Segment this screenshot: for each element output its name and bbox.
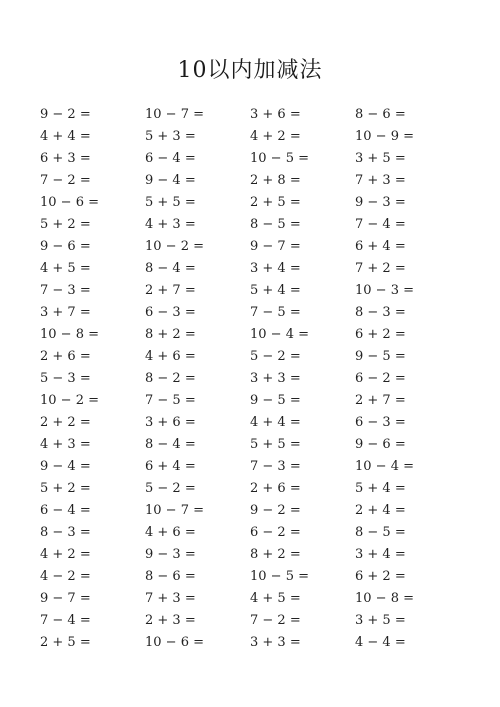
math-problem: 7 − 2 = bbox=[250, 613, 301, 628]
problem-row bbox=[40, 522, 480, 544]
problem-row bbox=[40, 368, 480, 390]
math-problem: 3 + 5 = bbox=[355, 613, 406, 628]
problem-row bbox=[40, 280, 480, 302]
math-problem: 9 − 3 = bbox=[145, 547, 196, 562]
math-problem: 10 − 7 = bbox=[145, 107, 204, 122]
problem-row bbox=[40, 236, 480, 258]
math-problem: 10 − 2 = bbox=[40, 393, 99, 408]
math-problem: 4 + 2 = bbox=[40, 547, 91, 562]
math-problem: 8 + 2 = bbox=[250, 547, 301, 562]
problem-row bbox=[40, 478, 480, 500]
math-problem: 9 − 2 = bbox=[250, 503, 301, 518]
math-problem: 5 − 2 = bbox=[250, 349, 301, 364]
math-problem: 10 − 5 = bbox=[250, 151, 309, 166]
math-problem: 3 + 7 = bbox=[40, 305, 91, 320]
math-problem: 5 − 2 = bbox=[145, 481, 196, 496]
math-problem: 3 + 3 = bbox=[250, 635, 301, 650]
math-problem: 3 + 5 = bbox=[355, 151, 406, 166]
math-problem: 7 − 4 = bbox=[40, 613, 91, 628]
math-problem: 2 + 2 = bbox=[40, 415, 91, 430]
math-problem: 6 − 2 = bbox=[250, 525, 301, 540]
math-problem: 6 + 4 = bbox=[145, 459, 196, 474]
math-problem: 10 − 8 = bbox=[355, 591, 414, 606]
math-problem: 8 − 5 = bbox=[355, 525, 406, 540]
problem-row bbox=[40, 214, 480, 236]
math-problem: 6 + 2 = bbox=[355, 327, 406, 342]
math-problem: 10 − 6 = bbox=[40, 195, 99, 210]
problem-row bbox=[40, 500, 480, 522]
math-problem: 2 + 8 = bbox=[250, 173, 301, 188]
math-problem: 6 − 4 = bbox=[40, 503, 91, 518]
math-problem: 5 − 3 = bbox=[40, 371, 91, 386]
math-problem: 9 − 6 = bbox=[355, 437, 406, 452]
math-problem: 4 − 2 = bbox=[40, 569, 91, 584]
math-problem: 2 + 7 = bbox=[145, 283, 196, 298]
problem-row bbox=[40, 170, 480, 192]
math-problem: 9 − 7 = bbox=[40, 591, 91, 606]
math-problem: 7 + 3 = bbox=[355, 173, 406, 188]
math-problem: 10 − 3 = bbox=[355, 283, 414, 298]
math-problem: 7 + 3 = bbox=[145, 591, 196, 606]
problem-row bbox=[40, 456, 480, 478]
math-problem: 6 − 3 = bbox=[145, 305, 196, 320]
math-problem: 5 + 2 = bbox=[40, 481, 91, 496]
math-problem: 9 − 2 = bbox=[40, 107, 91, 122]
math-problem: 8 − 6 = bbox=[145, 569, 196, 584]
math-problem: 2 + 4 = bbox=[355, 503, 406, 518]
math-problem: 9 − 7 = bbox=[250, 239, 301, 254]
problem-row bbox=[40, 610, 480, 632]
math-problem: 8 − 5 = bbox=[250, 217, 301, 232]
problem-row bbox=[40, 588, 480, 610]
math-problem: 6 − 4 = bbox=[145, 151, 196, 166]
math-problem: 2 + 5 = bbox=[40, 635, 91, 650]
math-problem: 10 − 8 = bbox=[40, 327, 99, 342]
math-problem: 4 + 6 = bbox=[145, 525, 196, 540]
math-problem: 8 − 2 = bbox=[145, 371, 196, 386]
math-problem: 10 − 6 = bbox=[145, 635, 204, 650]
problem-row bbox=[40, 148, 480, 170]
math-problem: 6 + 2 = bbox=[355, 569, 406, 584]
math-problem: 2 + 5 = bbox=[250, 195, 301, 210]
math-problem: 6 − 2 = bbox=[355, 371, 406, 386]
math-problem: 4 + 3 = bbox=[40, 437, 91, 452]
math-problem: 9 − 4 = bbox=[145, 173, 196, 188]
problem-row bbox=[40, 324, 480, 346]
math-problem: 8 − 3 = bbox=[40, 525, 91, 540]
math-problem: 5 + 5 = bbox=[250, 437, 301, 452]
math-problem: 5 + 2 = bbox=[40, 217, 91, 232]
problem-row bbox=[40, 126, 480, 148]
math-problem: 3 + 4 = bbox=[355, 547, 406, 562]
math-problem: 4 + 3 = bbox=[145, 217, 196, 232]
problem-row bbox=[40, 412, 480, 434]
problem-row bbox=[40, 544, 480, 566]
problem-row bbox=[40, 258, 480, 280]
math-problem: 2 + 7 = bbox=[355, 393, 406, 408]
math-problem: 8 + 2 = bbox=[145, 327, 196, 342]
math-problem: 3 + 3 = bbox=[250, 371, 301, 386]
worksheet-title: 10以内加减法 bbox=[177, 58, 323, 83]
math-problem: 7 − 3 = bbox=[40, 283, 91, 298]
math-problem: 5 + 4 = bbox=[250, 283, 301, 298]
math-problem: 9 − 5 = bbox=[250, 393, 301, 408]
math-problem: 10 − 9 = bbox=[355, 129, 414, 144]
math-problem: 4 + 6 = bbox=[145, 349, 196, 364]
math-problem: 5 + 3 = bbox=[145, 129, 196, 144]
problem-row bbox=[40, 104, 480, 126]
math-problem: 7 − 5 = bbox=[145, 393, 196, 408]
problem-row bbox=[40, 192, 480, 214]
math-problem: 3 + 6 = bbox=[145, 415, 196, 430]
problem-row bbox=[40, 566, 480, 588]
math-problem: 10 − 5 = bbox=[250, 569, 309, 584]
math-problem: 10 − 4 = bbox=[355, 459, 414, 474]
math-problem: 4 − 4 = bbox=[355, 635, 406, 650]
math-problem: 5 + 5 = bbox=[145, 195, 196, 210]
problem-row bbox=[40, 434, 480, 456]
math-problem: 7 − 4 = bbox=[355, 217, 406, 232]
math-problem: 4 + 5 = bbox=[40, 261, 91, 276]
math-problem: 8 − 6 = bbox=[355, 107, 406, 122]
math-problem: 8 − 3 = bbox=[355, 305, 406, 320]
math-problem: 2 + 6 = bbox=[250, 481, 301, 496]
math-problem: 4 + 4 = bbox=[250, 415, 301, 430]
math-problem: 7 − 2 = bbox=[40, 173, 91, 188]
math-problem: 8 − 4 = bbox=[145, 437, 196, 452]
math-problem: 6 + 4 = bbox=[355, 239, 406, 254]
math-problem: 2 + 6 = bbox=[40, 349, 91, 364]
problem-row bbox=[40, 632, 480, 654]
math-problem: 2 + 3 = bbox=[145, 613, 196, 628]
problem-row bbox=[40, 302, 480, 324]
math-problem: 7 + 2 = bbox=[355, 261, 406, 276]
math-problem: 4 + 5 = bbox=[250, 591, 301, 606]
math-problem: 10 − 4 = bbox=[250, 327, 309, 342]
math-problem: 4 + 4 = bbox=[40, 129, 91, 144]
math-problem: 5 + 4 = bbox=[355, 481, 406, 496]
math-problem: 8 − 4 = bbox=[145, 261, 196, 276]
math-problem: 9 − 6 = bbox=[40, 239, 91, 254]
math-problem: 6 − 3 = bbox=[355, 415, 406, 430]
math-problem: 3 + 4 = bbox=[250, 261, 301, 276]
math-problem: 6 + 3 = bbox=[40, 151, 91, 166]
problem-grid bbox=[40, 104, 480, 654]
problem-row bbox=[40, 390, 480, 412]
math-problem: 7 − 3 = bbox=[250, 459, 301, 474]
math-problem: 7 − 5 = bbox=[250, 305, 301, 320]
math-problem: 3 + 6 = bbox=[250, 107, 301, 122]
math-problem: 9 − 4 = bbox=[40, 459, 91, 474]
math-problem: 10 − 2 = bbox=[145, 239, 204, 254]
math-problem: 9 − 5 = bbox=[355, 349, 406, 364]
math-problem: 10 − 7 = bbox=[145, 503, 204, 518]
math-problem: 4 + 2 = bbox=[250, 129, 301, 144]
math-problem: 9 − 3 = bbox=[355, 195, 406, 210]
problem-row bbox=[40, 346, 480, 368]
